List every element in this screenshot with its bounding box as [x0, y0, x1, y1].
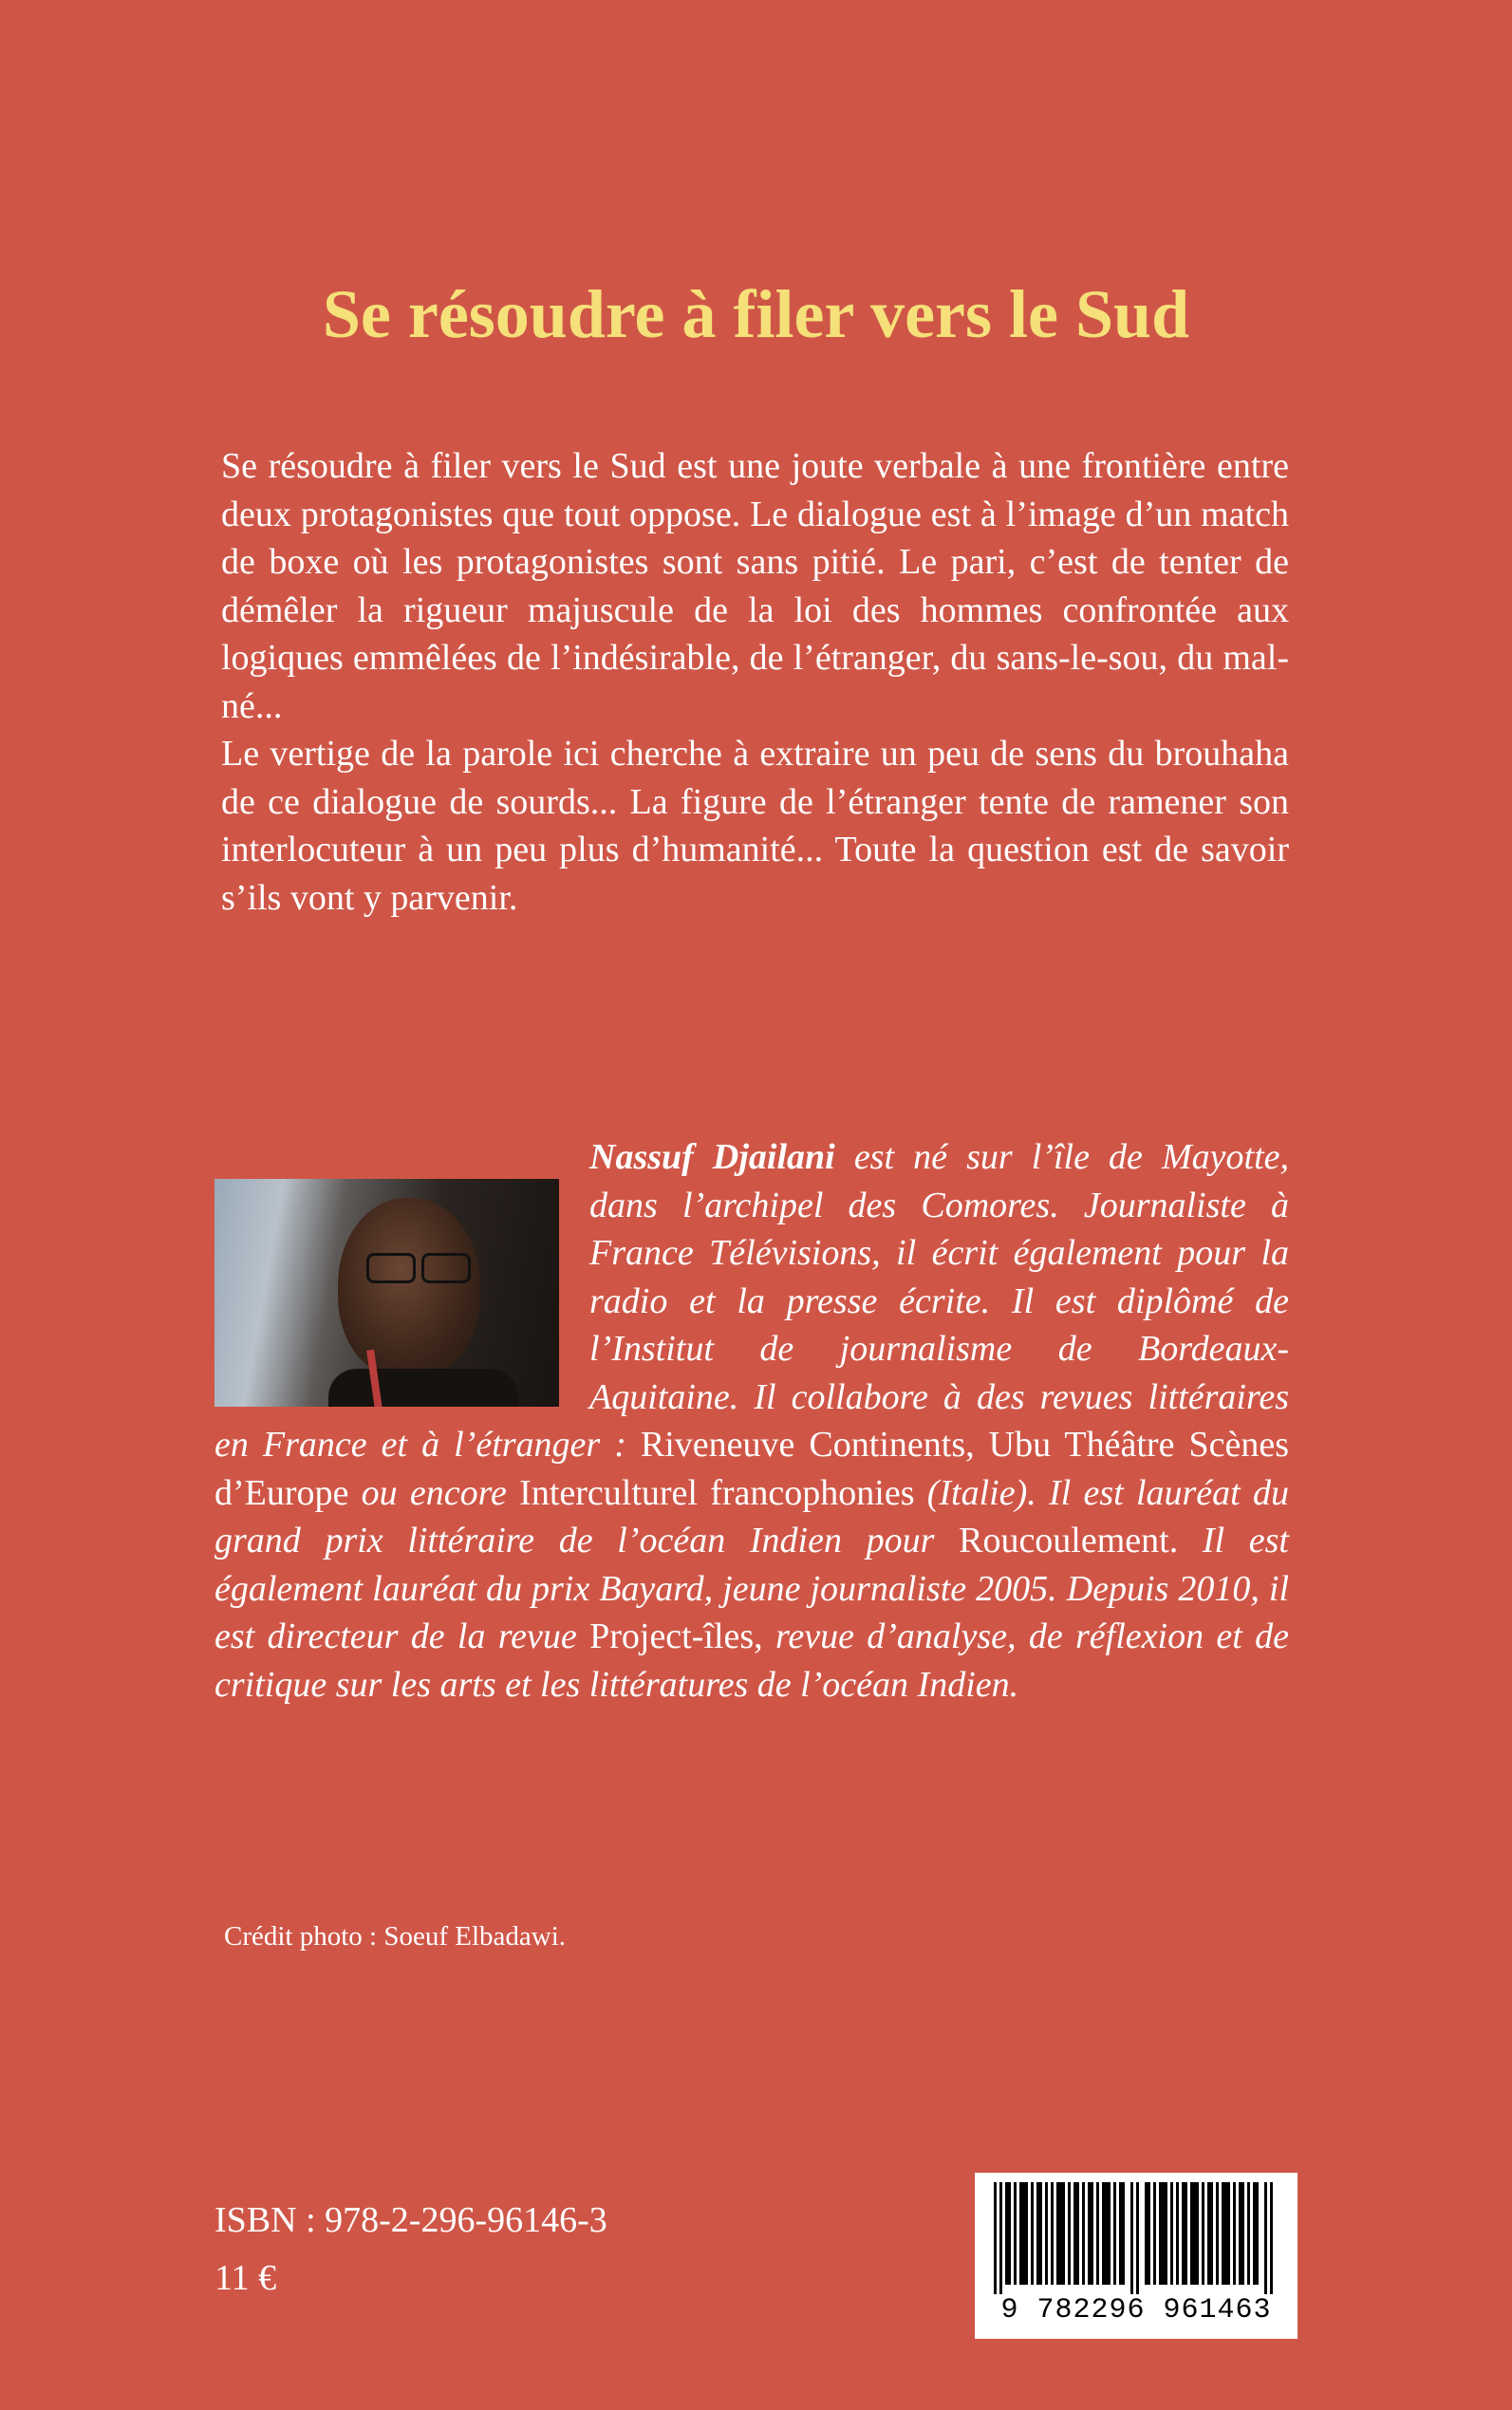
price: 11 €: [215, 2258, 277, 2298]
bio-text: revue d’analyse, de réflexion et de critique sur les arts et les littératures de l’océan Indien.: [215, 1616, 1289, 1705]
barcode-icon: [994, 2182, 1279, 2294]
bio-publication-title: Interculturel francophonies: [519, 1472, 915, 1513]
barcode-digits: 9 782296 961463: [1000, 2294, 1272, 2326]
bio-text: Il est également lauréat du prix Bayard, jeune journaliste 2005. Depuis 2010, il est directeur de la revue: [215, 1521, 1289, 1656]
author-name: Nassuf Djailani: [589, 1137, 835, 1177]
bio-publication-title: Riveneuve Continents, Ubu Théâtre Scènes d’Europe: [215, 1425, 1289, 1513]
author-bio: [215, 1133, 1289, 1709]
bio-text: (Italie). Il est lauréat du grand prix littéraire de l’océan Indien pour: [215, 1472, 1289, 1560]
synopsis: [221, 442, 1289, 922]
bio-text: ou encore: [348, 1472, 520, 1513]
bio-publication-title: Project-îles,: [589, 1616, 763, 1656]
author-photo: [215, 1179, 559, 1407]
barcode: [975, 2173, 1297, 2339]
synopsis-paragraph: Le vertige de la parole ici cherche à extraire un peu de sens du brouhaha de ce dialogue de sourds... La figure de l’étranger tente de ramener son interlocuteur à un peu plus d’humanité... Toute la question est de savoir s’ils vont y parvenir.: [221, 734, 1289, 918]
book-title: Se résoudre à filer vers le Sud: [322, 276, 1190, 352]
photo-credit: Crédit photo : Soeuf Elbadawi.: [224, 1921, 567, 1952]
isbn: ISBN : 978-2-296-96146-3: [215, 2200, 607, 2240]
bio-text: est né sur l’île de Mayotte, dans l’archipel des Comores. Journaliste à France Télévisions, il écrit également pour la radio et la presse écrite. Il est diplômé de l’Institut de journalisme de Bordeaux-Aquitaine. Il collabore à des revues littéraires en France et à l’étranger :: [215, 1137, 1289, 1465]
synopsis-paragraph: Se résoudre à filer vers le Sud est une joute verbale à une frontière entre deux protagonistes que tout oppose. Le dialogue est à l’image d’un match de boxe où les protagonistes sont sans pitié. Le pari, c’est de tenter de démêler la rigueur majuscule de la loi des hommes confrontée aux logiques emmêlées de l’indésirable, de l’étranger, du sans-le-sou, du mal-né...: [221, 446, 1289, 726]
bio-publication-title: Roucoulement.: [959, 1521, 1179, 1560]
